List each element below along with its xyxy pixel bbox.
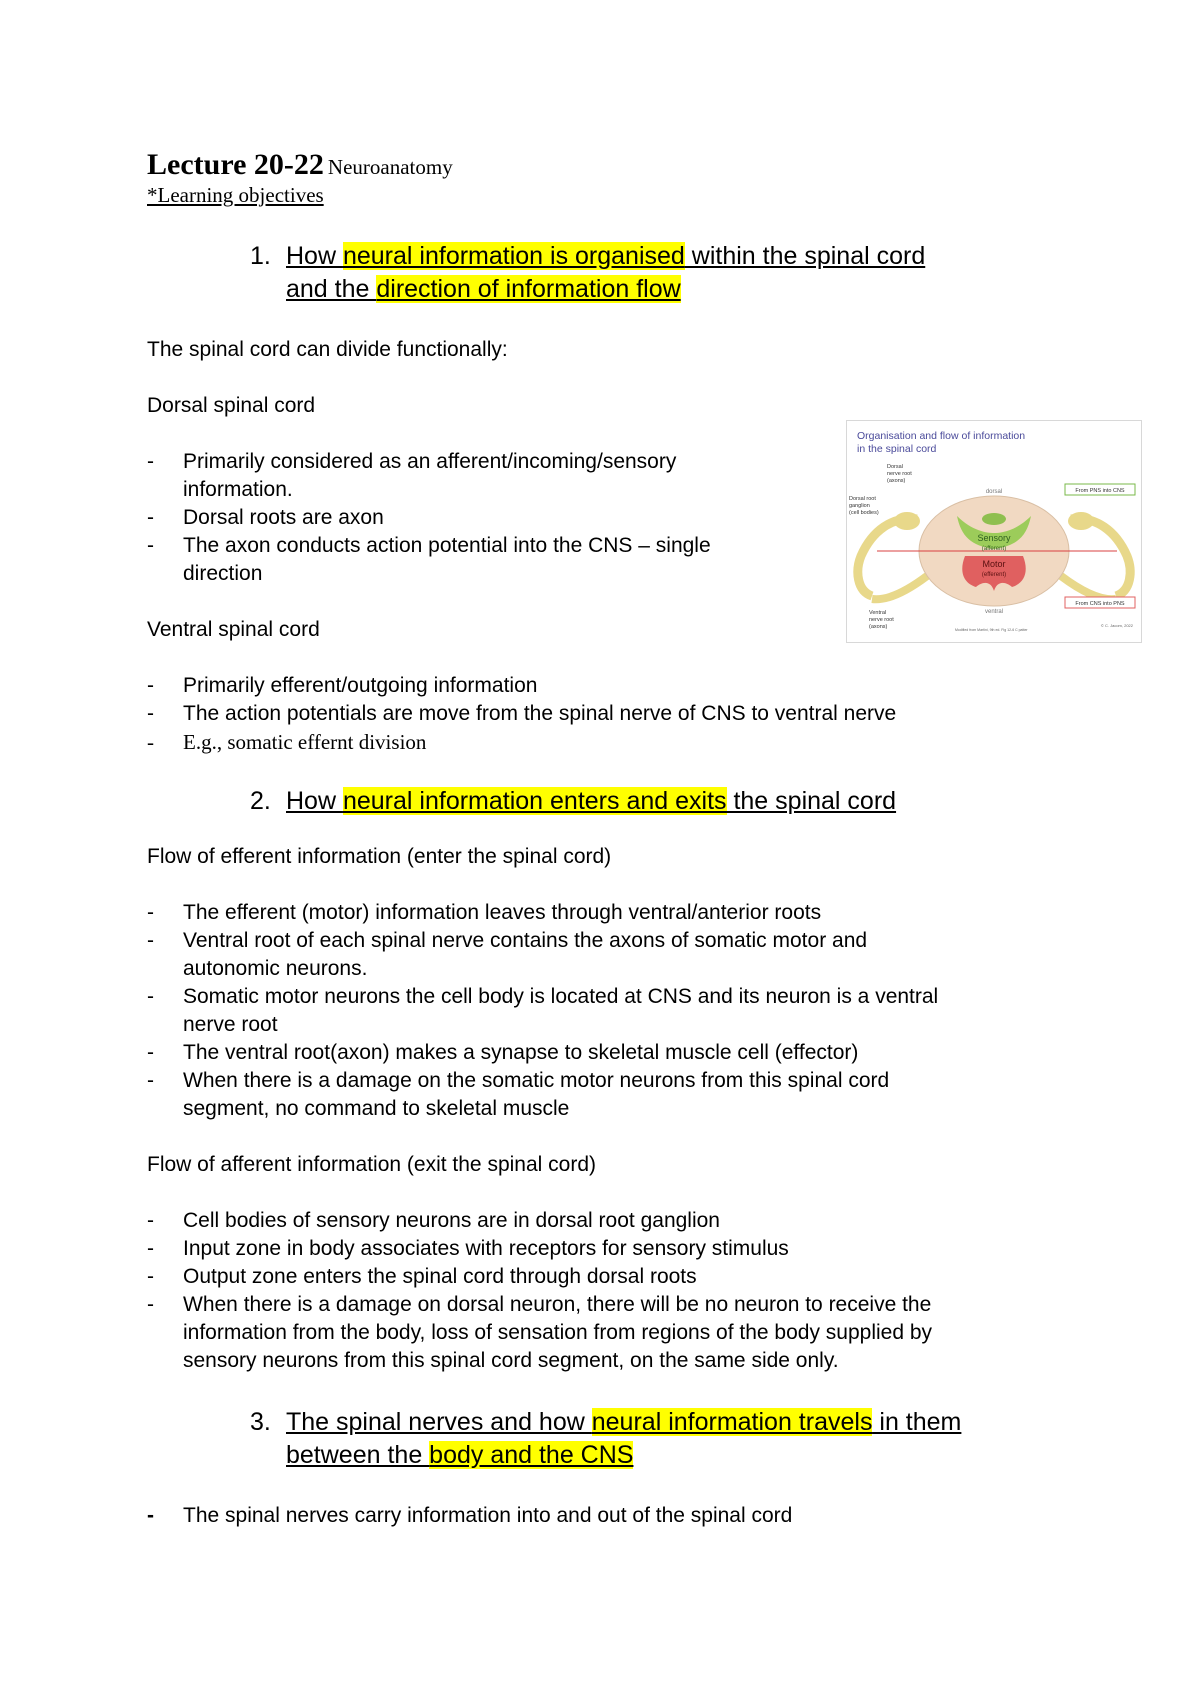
section-3-number: 3. — [250, 1408, 271, 1436]
bullet-text: Dorsal roots are axon — [183, 506, 384, 529]
bullet-text: information. — [183, 478, 293, 501]
bullet-text: The efferent (motor) information leaves through ventral/anterior roots — [183, 901, 822, 924]
ganglion-label-2: ganglion — [849, 503, 870, 509]
bullet-dash: - — [147, 985, 154, 1008]
bullet-text: direction — [183, 562, 263, 585]
section-1-line-2 — [286, 273, 681, 306]
bullet-text: Cell bodies of sensory neurons are in dorsal root ganglion — [183, 1209, 720, 1232]
bullet-text: Primarily efferent/outgoing information — [183, 674, 538, 697]
dorsal-root-label-3: (axons) — [887, 478, 906, 484]
bullet-dash: - — [147, 1069, 154, 1092]
ganglion-label-3: (cell bodies) — [849, 510, 879, 516]
section-2-number: 2. — [250, 787, 271, 815]
bullet-dash: - — [147, 702, 154, 725]
dorsal-heading: Dorsal spinal cord — [147, 394, 316, 417]
section-1-highlight: direction of information flow — [376, 275, 681, 303]
section-1-highlight: neural information is organised — [342, 242, 685, 270]
section-2-text: the spinal cord — [726, 787, 897, 815]
bullet-dash: - — [147, 929, 154, 952]
section-1-text: within the spinal cord — [684, 242, 926, 270]
figure-copyright: © C. Jacom, 2022 — [1100, 623, 1133, 628]
figure-title-line-2: in the spinal cord — [857, 443, 937, 455]
lecture-number: Lecture 20-22 — [147, 148, 324, 181]
section-3-highlight: body and the CNS — [429, 1441, 634, 1469]
ventral-root-label-1: Ventral — [869, 610, 887, 616]
bullet-text: autonomic neurons. — [183, 957, 368, 980]
dorsal-root-entry — [982, 513, 1006, 525]
section-2-line — [286, 785, 896, 818]
section-3-heading — [250, 1406, 1070, 1472]
dorsal-root-label-1: Dorsal — [887, 464, 903, 470]
section-3-text: in them — [872, 1408, 962, 1436]
bullet-dash: - — [147, 450, 154, 473]
section-3-line-2 — [286, 1439, 633, 1472]
afferent-label: (afferent) — [981, 546, 1007, 552]
bullet-text: E.g., somatic effernt division — [183, 730, 427, 754]
ventral-root-label-2: nerve root — [869, 617, 894, 623]
section-1-line-1 — [286, 240, 925, 273]
right-ganglion — [1068, 512, 1094, 530]
bullet-dash: - — [147, 534, 154, 557]
bullet-text: sensory neurons from this spinal cord segment, on the same side only. — [183, 1349, 839, 1372]
ventral-label: ventral — [984, 609, 1004, 615]
section-1-heading — [250, 240, 1050, 306]
bullet-text: Ventral root of each spinal nerve contains the axons of somatic motor and — [183, 929, 868, 952]
bullet-dash: - — [147, 506, 154, 529]
bullet-dash: - — [147, 730, 154, 754]
bullet-dash: - — [147, 674, 154, 697]
section-3-line-1 — [286, 1406, 961, 1439]
bullet-dash: - — [147, 1041, 154, 1064]
bullet-text: When there is a damage on the somatic motor neurons from this spinal cord — [183, 1069, 890, 1092]
spinal-cord-illustration — [847, 421, 1141, 642]
bullet-text: segment, no command to skeletal muscle — [183, 1097, 570, 1120]
figure-title-line-1: Organisation and flow of information — [857, 430, 1026, 442]
bullet-dash: - — [147, 1504, 154, 1527]
section-1-text: and the — [286, 275, 377, 303]
bullet-text: information from the body, loss of sensation from regions of the body supplied by — [183, 1321, 933, 1344]
left-ganglion — [894, 512, 920, 530]
sensory-label: Sensory — [977, 533, 1011, 543]
bullet-text: When there is a damage on dorsal neuron, there will be no neuron to receive the — [183, 1293, 932, 1316]
bullet-text: The ventral root(axon) makes a synapse to skeletal muscle cell (effector) — [183, 1041, 859, 1064]
efferent-heading: Flow of efferent information (enter the spinal cord) — [147, 845, 612, 868]
section-1-number: 1. — [250, 242, 271, 270]
section-1-text: How — [286, 242, 343, 270]
left-ventral-nerve — [872, 576, 927, 599]
bullet-text: The axon conducts action potential into the CNS – single — [183, 534, 711, 557]
bullet-dash: - — [147, 1293, 154, 1316]
from-cns-label: From CNS into PNS — [1075, 601, 1125, 607]
from-pns-label: From PNS into CNS — [1075, 488, 1125, 494]
spinal-cord-diagram — [846, 420, 1142, 643]
bullet-dash: - — [147, 1265, 154, 1288]
figure-credit: Modified from Martini, 9th ed. Fig 12-6 C patter — [955, 628, 1028, 632]
bullet-dash: - — [147, 1237, 154, 1260]
section-2-text: How — [286, 787, 343, 815]
ventral-heading: Ventral spinal cord — [147, 618, 320, 641]
ventral-root-label-3: (axons) — [869, 624, 888, 630]
intro-text: The spinal cord can divide functionally: — [147, 338, 508, 361]
bullet-text: Somatic motor neurons the cell body is located at CNS and its neuron is a ventral — [183, 985, 939, 1008]
learning-objectives-label: *Learning objectives — [147, 183, 324, 207]
bullet-text: The spinal nerves carry information into and out of the spinal cord — [183, 1504, 793, 1527]
efferent-label: (efferent) — [981, 572, 1007, 578]
afferent-heading: Flow of afferent information (exit the spinal cord) — [147, 1153, 596, 1176]
bullet-text: The action potentials are move from the spinal nerve of CNS to ventral nerve — [183, 702, 897, 725]
dorsal-root-label-2: nerve root — [887, 471, 912, 477]
bullet-dash: - — [147, 901, 154, 924]
right-ventral-nerve — [1061, 576, 1116, 599]
ganglion-label-1: Dorsal root — [849, 496, 876, 502]
section-3-highlight: neural information travels — [591, 1408, 873, 1436]
bullet-text: Primarily considered as an afferent/incoming/sensory — [183, 450, 677, 473]
section-2-highlight: neural information enters and exits — [342, 787, 727, 815]
bullet-text: Output zone enters the spinal cord through dorsal roots — [183, 1265, 697, 1288]
bullet-dash: - — [147, 1209, 154, 1232]
page-title — [147, 148, 453, 182]
section-3-text: between the — [286, 1441, 430, 1469]
lecture-topic: Neuroanatomy — [327, 155, 453, 179]
bullet-text: Input zone in body associates with receptors for sensory stimulus — [183, 1237, 789, 1260]
dorsal-label: dorsal — [985, 489, 1003, 495]
section-2-heading — [250, 785, 1050, 818]
motor-label: Motor — [982, 559, 1006, 569]
bullet-text: nerve root — [183, 1013, 278, 1036]
section-3-text: The spinal nerves and how — [286, 1408, 592, 1436]
